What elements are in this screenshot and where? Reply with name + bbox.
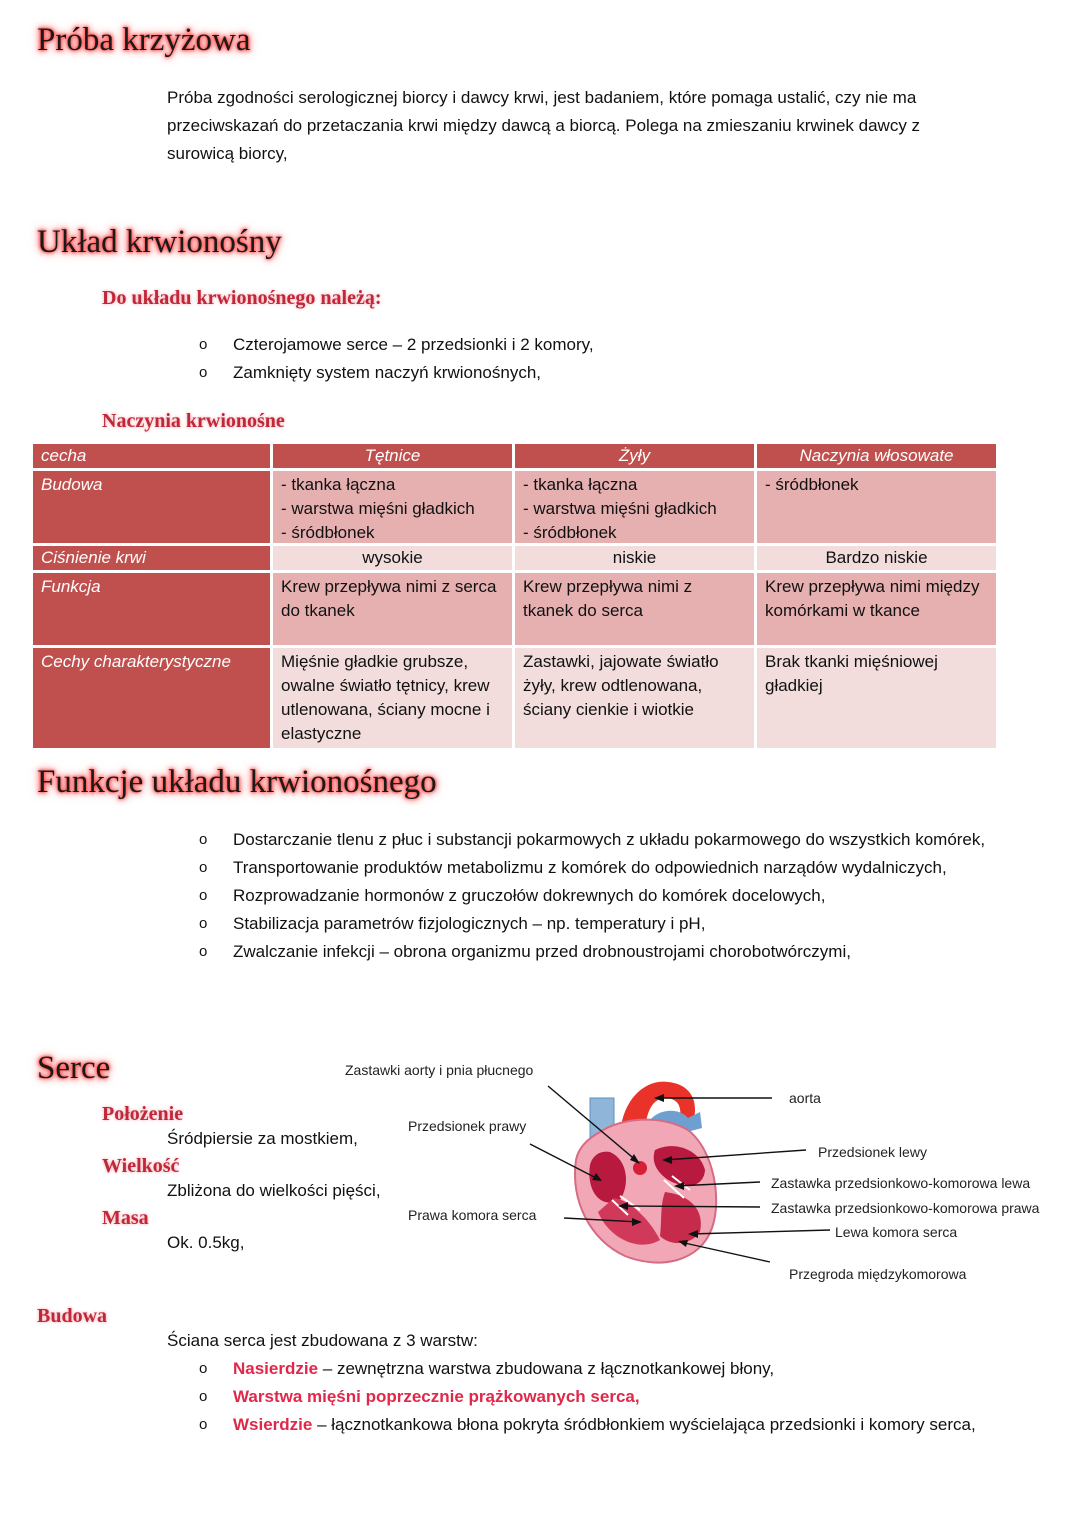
label-zastawka-lewa: Zastawka przedsionkowo-komorowa lewa: [771, 1175, 1031, 1191]
list-item: o Stabilizacja parametrów fizjologicznych – np. temperatury i pH,: [199, 910, 989, 938]
layer-name: Warstwa mięśni poprzecznie prążkowanych serca,: [233, 1387, 640, 1406]
table-header-cell: Naczynia włosowate: [757, 444, 996, 468]
label-zastawki-aorty: Zastawki aorty i pnia płucnego: [345, 1062, 534, 1078]
layer-name: Wsierdzie: [233, 1415, 313, 1434]
table-header-cell: Tętnice: [273, 444, 512, 468]
vessels-title: Naczynia krwionośne: [102, 410, 285, 432]
list-item: [199, 1355, 989, 1383]
list-item: o Zamknięty system naczyń krwionośnych,: [199, 359, 999, 387]
section-title-funkcje: Funkcje układu krwionośnego: [37, 764, 437, 800]
section-title-uklad: Układ krwionośny: [37, 224, 282, 260]
budowa-title: Budowa: [37, 1305, 108, 1327]
table-cell: wysokie: [273, 546, 512, 570]
list-item: o Rozprowadzanie hormonów z gruczołów dokrewnych do komórek docelowych,: [199, 882, 989, 910]
budowa-intro: Ściana serca jest zbudowana z 3 warstw:: [167, 1331, 478, 1350]
layer-desc: – łącznotkankowa błona pokryta śródbłonkiem wyścielająca przedsionki i komory serca,: [312, 1415, 976, 1434]
table-cell: - tkanka łączna - warstwa mięśni gładkich - śródbłonek: [515, 471, 754, 543]
table-row-label: Ciśnienie krwi: [33, 546, 270, 570]
label-przedsionek-lewy: Przedsionek lewy: [818, 1144, 927, 1160]
label-prawa-komora: Prawa komora serca: [408, 1207, 537, 1223]
masa-label: Masa: [102, 1207, 149, 1229]
table-cell: Krew przepływa nimi między komórkami w tkance: [757, 573, 996, 645]
table-cell: Krew przepływa nimi z serca do tkanek: [273, 573, 512, 645]
label-przegroda: Przegroda międzykomorowa: [789, 1266, 967, 1282]
wielkosc-label: Wielkość: [102, 1155, 180, 1177]
section-title-proba: Próba krzyżowa: [37, 22, 251, 58]
layer-desc: – zewnętrzna warstwa zbudowana z łącznotkankowej błony,: [318, 1359, 775, 1378]
list-item: [199, 1383, 989, 1411]
table-cell: Zastawki, jajowate światło żyły, krew odtlenowana, ściany cienkie i wiotkie: [515, 648, 754, 748]
table-row-label: Cechy charakterystyczne: [33, 648, 270, 748]
list-item: [199, 1411, 989, 1439]
table-cell: Krew przepływa nimi z tkanek do serca: [515, 573, 754, 645]
table-cell: Mięśnie gładkie grubsze, owalne światło tętnicy, krew utlenowana, ściany mocne i elastyczne: [273, 648, 512, 748]
table-row-label: Funkcja: [33, 573, 270, 645]
label-lewa-komora: Lewa komora serca: [835, 1224, 958, 1240]
list-item: o Dostarczanie tlenu z płuc i substancji pokarmowych z układu pokarmowego do wszystkich komórek,: [199, 826, 989, 854]
label-zastawka-prawa: Zastawka przedsionkowo-komorowa prawa: [771, 1200, 1040, 1216]
uklad-subtitle: Do układu krwionośnego należą:: [102, 287, 382, 309]
table-header-cell: cecha: [33, 444, 270, 468]
table-row-label: Budowa: [33, 471, 270, 543]
layer-name: Nasierdzie: [233, 1359, 319, 1378]
table-header-cell: Żyły: [515, 444, 754, 468]
list-item: o Zwalczanie infekcji – obrona organizmu przed drobnoustrojami chorobotwórczymi,: [199, 938, 989, 966]
label-przedsionek-prawy: Przedsionek prawy: [408, 1118, 527, 1134]
table-cell: niskie: [515, 546, 754, 570]
list-item: o Czterojamowe serce – 2 przedsionki i 2 komory,: [199, 331, 999, 359]
masa-value: Ok. 0.5kg,: [167, 1233, 245, 1252]
label-aorta: aorta: [789, 1090, 821, 1106]
pointer-line: [620, 1206, 760, 1207]
polozenie-value: Śródpiersie za mostkiem,: [167, 1129, 358, 1148]
section-title-serce: Serce: [37, 1050, 111, 1086]
budowa-list: [199, 1355, 989, 1439]
list-item: o Transportowanie produktów metabolizmu z komórek do odpowiednich narządów wydalniczych,: [199, 854, 989, 882]
polozenie-label: Położenie: [102, 1103, 184, 1125]
valve-shape: [633, 1161, 647, 1175]
table-cell: Brak tkanki mięśniowej gładkiej: [757, 648, 996, 748]
proba-text: Próba zgodności serologicznej biorcy i dawcy krwi, jest badaniem, które pomaga ustalić, czy nie ma przeciwskazań do przetaczania krwi między dawcą a biorcą. Polega na zmieszaniu krwinek dawcy z surowicą biorcy,: [167, 88, 921, 163]
wielkosc-value: Zbliżona do wielkości pięści,: [167, 1181, 381, 1200]
table-cell: Bardzo niskie: [757, 546, 996, 570]
table-cell: - śródbłonek: [757, 471, 996, 543]
table-cell: - tkanka łączna - warstwa mięśni gładkich - śródbłonek: [273, 471, 512, 543]
